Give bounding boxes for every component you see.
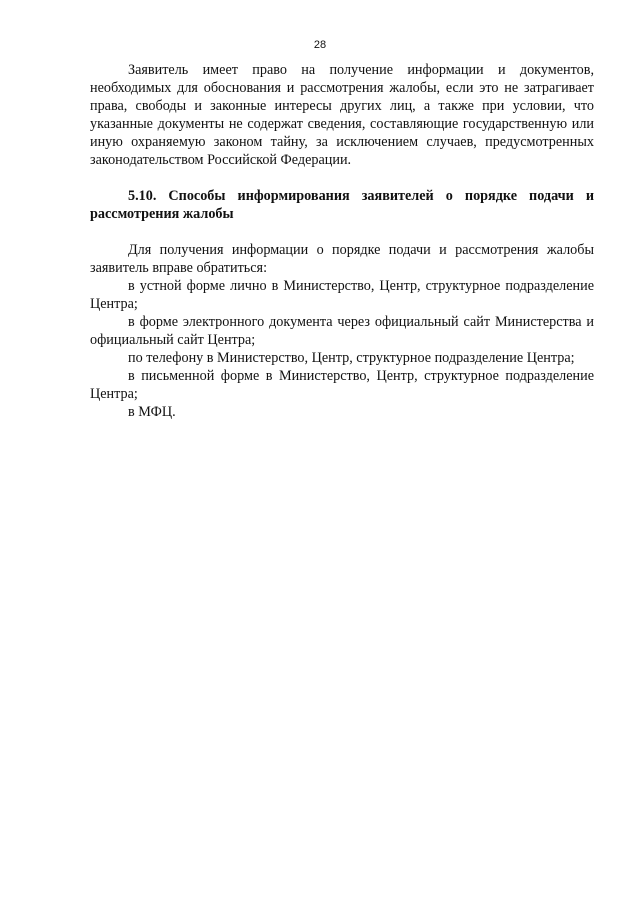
intro-paragraph: Заявитель имеет право на получение информации и документов, необходимых для обоснования и рассмотрения жалобы, если это не затрагивает права, свободы и законные интересы других лиц, а также при условии, что указанные документы не содержат сведения, составляющие государственную или иную охраняемую законом тайну, за исключением случаев, предусмотренных законодательством Российской Федерации. xyxy=(90,62,594,168)
contact-method-electronic: в форме электронного документа через официальный сайт Министерства и официальный сайт Центра; xyxy=(90,314,594,348)
contact-method-mfc: в МФЦ. xyxy=(128,404,176,420)
section-body xyxy=(90,241,594,421)
page-number: 28 xyxy=(313,39,327,51)
section-heading: 5.10. Способы информирования заявителей о порядке подачи и рассмотрения жалобы xyxy=(90,188,594,222)
page-content xyxy=(90,61,594,421)
contact-method-phone: по телефону в Министерство, Центр, структурное подразделение Центра; xyxy=(128,350,575,366)
contact-method-written: в письменной форме в Министерство, Центр, структурное подразделение Центра; xyxy=(90,368,594,402)
contact-method-oral: в устной форме лично в Министерство, Центр, структурное подразделение Центра; xyxy=(90,278,594,312)
section-lead-paragraph: Для получения информации о порядке подачи и рассмотрения жалобы заявитель вправе обратиться: xyxy=(90,242,594,276)
